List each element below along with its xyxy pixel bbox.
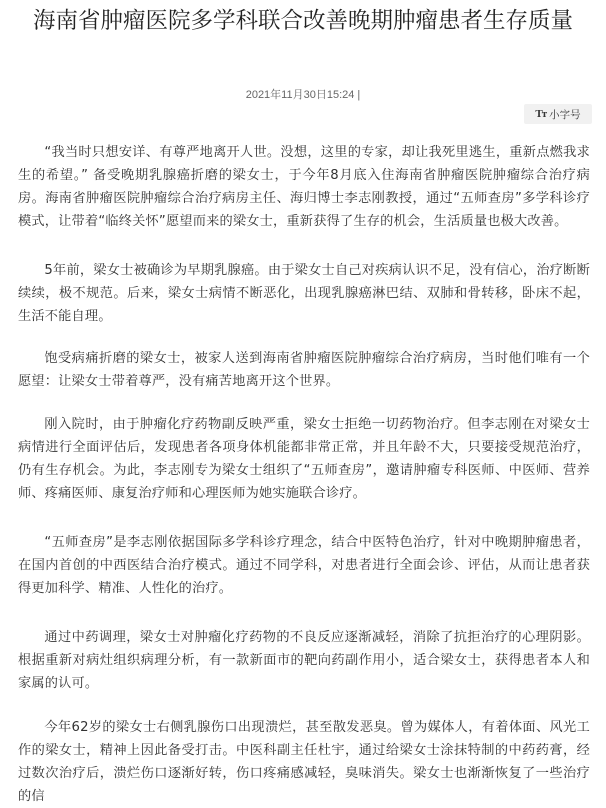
font-size-toggle-label: 小字号	[549, 108, 581, 121]
text-size-icon: Tт	[535, 108, 547, 120]
article-paragraph: 今年62岁的梁女士右侧乳腺伤口出现溃烂，甚至散发恶臭。曾为媒体人，有着体面、风光工作的梁女士，精神上因此备受打击。中医科副主任杜宇，通过给梁女士涂抹特制的中药药膏，经过数次治疗后，溃烂伤口逐渐好转，伤口疼痛感减轻，臭味消失。梁女士也渐渐恢复了一些治疗的信	[18, 720, 590, 804]
article-paragraph: 5年前，梁女士被确诊为早期乳腺癌。由于梁女士自己对疾病认识不足，没有信心，治疗断断续续，极不规范。后来，梁女士病情不断恶化，出现乳腺癌淋巴结、双肺和骨转移，卧床不起，生活不能自理。	[18, 263, 590, 324]
article-paragraph: 饱受病痛折磨的梁女士，被家人送到海南省肿瘤医院肿瘤综合治疗病房，当时他们唯有一个愿望：让梁女士带着尊严，没有痛苦地离开这个世界。	[18, 351, 590, 389]
article-paragraph: 刚入院时，由于肿瘤化疗药物副反映严重，梁女士拒绝一切药物治疗。但李志刚在对梁女士病情进行全面评估后，发现患者各项身体机能都非常正常，并且年龄不大，只要接受规范治疗，仍有生存机会。为此，李志刚专为梁女士组织了“五师查房”，邀请肿瘤专科医师、中医师、营养师、疼痛医师、康复治疗师和心理医师为她实施联合诊疗。	[18, 417, 590, 501]
article-paragraph: “五师查房”是李志刚依据国际多学科诊疗理念，结合中医特色治疗，针对中晚期肿瘤患者，在国内首创的中西医结合治疗模式。通过不同学科，对患者进行全面会诊、评估，从而让患者获得更加科学、精准、人性化的治疗。	[18, 535, 590, 596]
font-size-toggle-button[interactable]	[524, 104, 592, 124]
article-paragraph: 通过中药调理，梁女士对肿瘤化疗药物的不良反应逐渐减轻，消除了抗拒治疗的心理阴影。根据重新对病灶组织病理分析，有一款新面市的靶向药副作用小，适合梁女士，获得患者本人和家属的认可。	[18, 630, 590, 691]
publish-datetime: 2021年11月30日15:24 |	[245, 89, 361, 101]
article-paragraph: “我当时只想安详、有尊严地离开人世。没想，这里的专家，却让我死里逃生，重新点燃我求生的希望。” 备受晚期乳腺癌折磨的梁女士，于今年8月底入住海南省肿瘤医院肿瘤综合治疗病房。海南省肿瘤医院肿瘤综合治疗病房主任、海归博士李志刚教授，通过“五师查房”多学科诊疗模式，让带着“临终关怀”愿望而来的梁女士，重新获得了生存的机会，生活质量也极大改善。	[18, 145, 590, 229]
article-title: 海南省肿瘤医院多学科联合改善晚期肿瘤患者生存质量	[32, 8, 573, 34]
